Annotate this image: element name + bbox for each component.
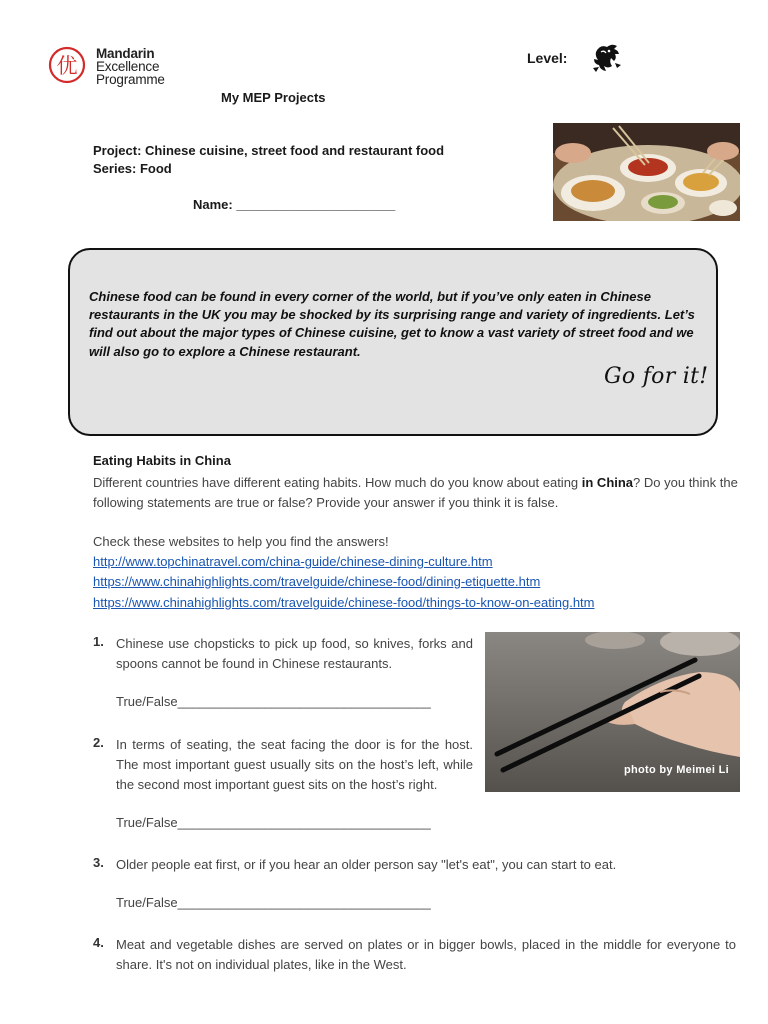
slogan: Go for it! <box>604 364 709 389</box>
level-label: Level: <box>527 50 568 66</box>
logo-line-3: Programme <box>96 72 165 87</box>
chopsticks-photo <box>485 632 740 792</box>
logo-text <box>96 47 165 86</box>
name-field: Name: ______________________ <box>193 197 396 212</box>
answer-line: True/False___________________________________ <box>116 815 431 830</box>
question-number: 2. <box>93 735 104 750</box>
question-text: Older people eat first, or if you hear an older person say "let's eat", you can start to eat. <box>116 857 617 872</box>
project-title: Project: Chinese cuisine, street food and restaurant food <box>93 143 445 158</box>
question-text: Chinese use chopsticks to pick up food, so knives, forks and spoons cannot be found in Chinese restaurants. <box>116 636 473 671</box>
logo-mark <box>48 46 86 84</box>
dragon-icon <box>590 42 624 74</box>
question-number: 1. <box>93 634 104 649</box>
answer-line: True/False___________________________________ <box>116 895 431 910</box>
link-topchinatravel[interactable]: http://www.topchinatravel.com/china-guide/chinese-dining-culture.htm <box>93 554 493 569</box>
check-websites-text: Check these websites to help you find the answers! <box>93 534 389 549</box>
question-text: In terms of seating, the seat facing the door is for the host. The most important guest usually sits on the host’s left, while the second most important guest sits on the host’s right. <box>116 737 473 792</box>
link-things-to-know[interactable]: https://www.chinahighlights.com/travelguide/chinese-food/things-to-know-on-eating.htm <box>93 595 595 610</box>
svg-text:优: 优 <box>56 54 78 78</box>
question-number: 4. <box>93 935 104 950</box>
section-intro-start: Different countries have different eating habits. How much do you know about eating <box>93 475 582 490</box>
section-intro <box>93 473 743 513</box>
chinese-dishes-photo <box>553 123 740 221</box>
section-intro-bold: in China <box>581 475 634 490</box>
answer-line: True/False___________________________________ <box>116 694 431 709</box>
series-label: Series: Food <box>93 161 172 176</box>
intro-text: Chinese food can be found in every corner of the world, but if you’ve only eaten in Chinese restaurants in the UK you may be shocked by its surprising range and variety of ingredients. Let’s find out about the major types of Chinese cuisine, get to know a vast variety of street food and we will also go to explore a Chinese restaurant. <box>89 289 695 359</box>
question-text: Meat and vegetable dishes are served on plates or in bigger bowls, placed in the middle for everyone to share. It's not on individual plates, like in the West. <box>116 937 736 972</box>
question-number: 3. <box>93 855 104 870</box>
link-dining-etiquette[interactable]: https://www.chinahighlights.com/travelguide/chinese-food/dining-etiquette.htm <box>93 574 541 589</box>
logo-line-2: Excellence <box>96 59 160 74</box>
you-character-logo-icon <box>48 46 86 84</box>
section-intro-end: ? Do you think the following statements are true or false? Provide your answer if you think it is false. <box>93 475 738 510</box>
photo-credit: photo by Meimei Li <box>624 764 730 776</box>
logo-line-1: Mandarin <box>96 46 155 61</box>
page-title: My MEP Projects <box>221 90 326 105</box>
section-heading: Eating Habits in China <box>93 453 231 468</box>
